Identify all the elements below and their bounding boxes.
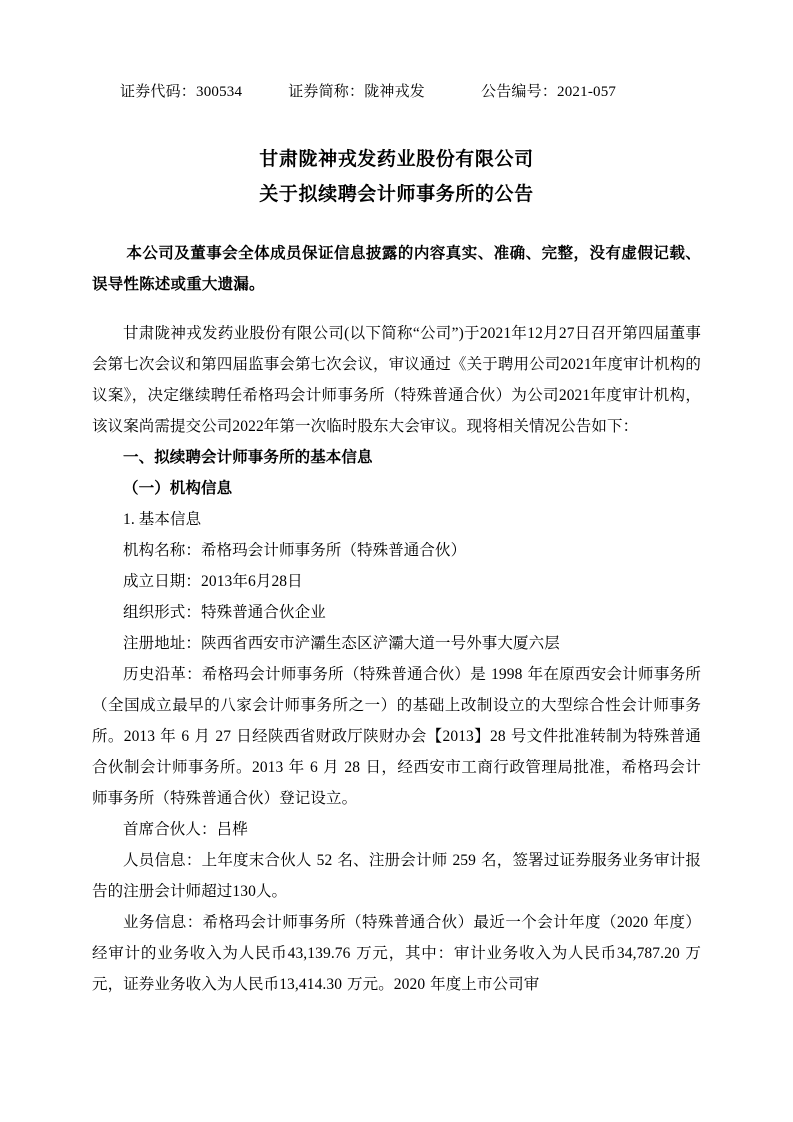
heading-basic-info: 1. 基本信息 [123, 511, 202, 529]
heading-section-one: 一、拟续聘会计师事务所的基本信息 [123, 449, 373, 467]
document-title [92, 142, 701, 212]
field-establish-date: 成立日期：2013年6月28日 [123, 573, 303, 591]
document-header [92, 80, 701, 104]
announcement-number: 公告编号：2021-057 [481, 84, 617, 100]
field-chief-partner: 首席合伙人：吕桦 [123, 821, 248, 839]
disclaimer-paragraph [92, 238, 701, 300]
field-personnel-info: 人员信息：上年度末合伙人 52 名、注册会计师 259 名，签署过证券服务业务审计报告的注册会计师超过130人。 [92, 852, 701, 901]
title-line-company: 甘肃陇神戎发药业股份有限公司 [259, 149, 534, 170]
field-registered-address: 注册地址：陕西省西安市浐灞生态区浐灞大道一号外事大厦六层 [123, 635, 560, 653]
field-organization-form: 组织形式：特殊普通合伙企业 [123, 604, 326, 622]
title-line-subject: 关于拟续聘会计师事务所的公告 [259, 184, 534, 206]
security-code: 证券代码：300534 [120, 84, 243, 100]
paragraph-intro: 甘肃陇神戎发药业股份有限公司(以下简称“公司”)于2021年12月27日召开第四届董事会第七次会议和第四届监事会第七次会议，审议通过《关于聘用公司2021年度审计机构的议案》，决定继续聘任希格玛会计师事务所（特殊普通合伙）为公司2021年度审计机构，该议案尚需提交公司2022年第一次临时股东大会审议。现将相关情况公告如下： [92, 325, 701, 436]
heading-subsection-one: （一）机构信息 [123, 480, 233, 498]
security-name: 证券简称：陇神戎发 [288, 84, 426, 100]
field-business-info: 业务信息：希格玛会计师事务所（特殊普通合伙）最近一个会计年度（2020 年度）经审计的业务收入为人民币43,139.76 万元，其中：审计业务收入为人民币34,787.20 万元，证券业务收入为人民币13,414.30 万元。2020 年度上市公司审 [92, 914, 701, 994]
field-history: 历史沿革：希格玛会计师事务所（特殊普通合伙）是 1998 年在原西安会计师事务所（全国成立最早的八家会计师事务所之一）的基础上改制设立的大型综合性会计师事务所。2013 年 6 月 27 日经陕西省财政厅陕财办会【2013】28 号文件批准转制为特殊普通合伙制会计师事务所。2013 年 6 月 28 日，经西安市工商行政管理局批准，希格玛会计师事务所（特殊普通合伙）登记设立。 [92, 666, 701, 808]
field-institution-name: 机构名称：希格玛会计师事务所（特殊普通合伙） [123, 542, 467, 560]
disclaimer-text: 本公司及董事会全体成员保证信息披露的内容真实、准确、完整，没有虚假记载、误导性陈述或重大遗漏。 [92, 245, 701, 294]
